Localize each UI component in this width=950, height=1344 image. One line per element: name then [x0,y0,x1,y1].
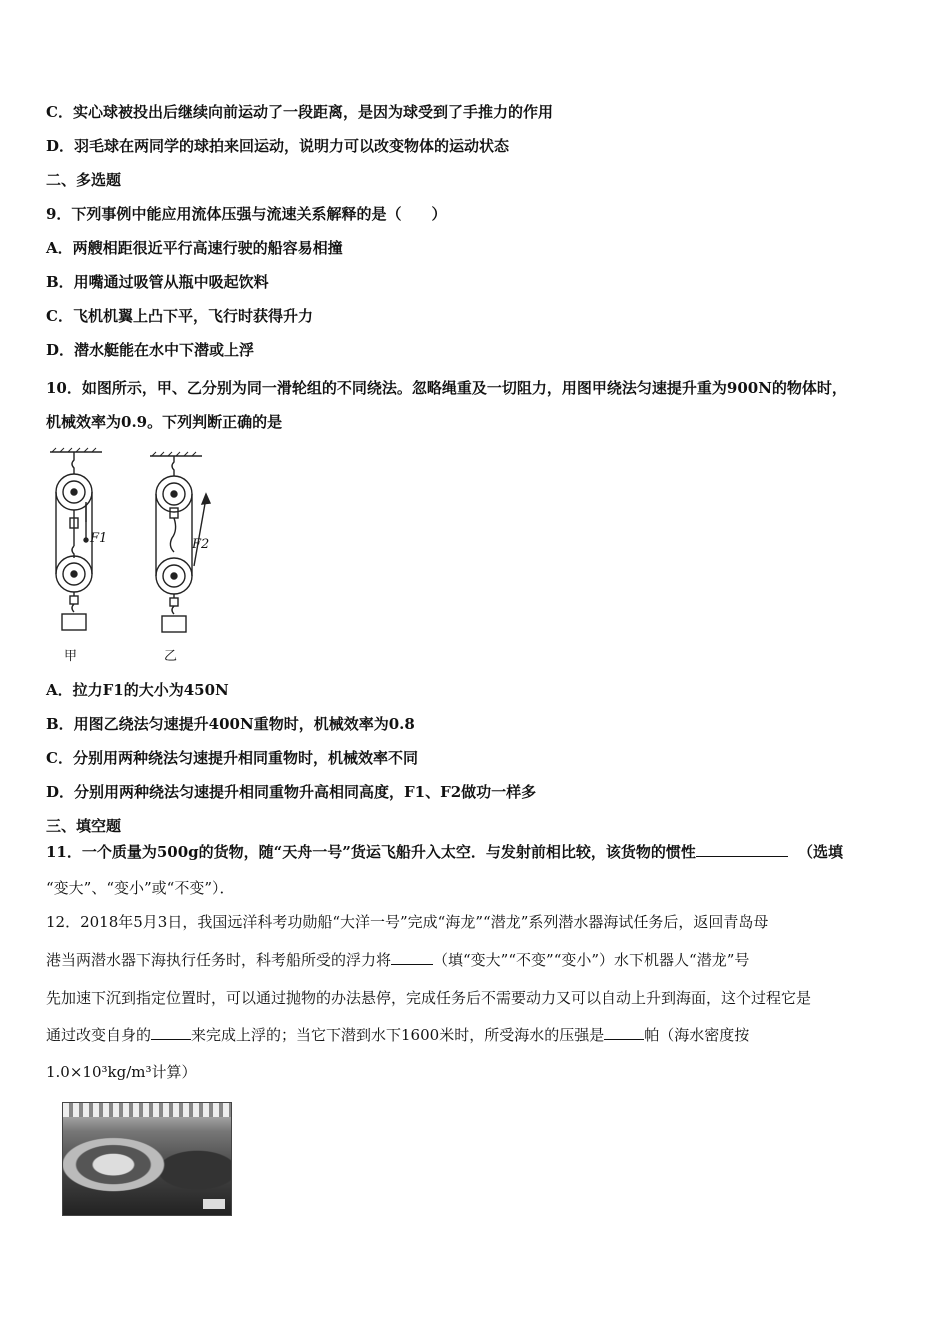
force-label-f1: F1 [90,531,108,546]
q12-line1: 12．2018年5月3日，我国远洋科考功勋船“大洋一号”完成“海龙”“潜龙”系列潜水器海试任务后，返回青岛母 [46,913,769,931]
load-a [62,614,86,630]
hook-b-top [172,456,174,476]
q12-line2 [46,950,749,970]
q12-line4 [46,1025,749,1045]
q8-option-c: C．实心球被投出后继续向前运动了一段距离，是因为球受到了手推力的作用 [46,103,553,121]
hook-a-top [72,452,74,474]
rope-free-end-b [194,498,206,566]
q12-line3: 先加速下沉到指定位置时，可以通过抛物的办法悬停，完成任务后不需要动力又可以自动上升到海面，这个过程它是 [46,989,812,1007]
q11-line2: “变大”、“变小”或“不变”）． [46,879,235,897]
q12-line4-text-b: 来完成上浮的；当它下潜到水下1600米时，所受海水的压强是 [191,1026,605,1044]
q10-stem-line2: 机械效率为0.9。下列判断正确的是 [46,413,283,431]
section-heading-fill-blank: 三、填空题 [46,817,122,835]
q10-option-b: B．用图乙绕法匀速提升400N重物时，机械效率为0.8 [46,715,415,733]
q12-line4-text-a: 通过改变自身的 [46,1026,152,1044]
q12-buoyancy-blank[interactable] [391,950,433,965]
submersible-photo [62,1102,232,1216]
load-b [162,616,186,632]
q9-option-c: C．飞机机翼上凸下平，飞行时获得升力 [46,307,313,325]
q12-line4-text-c: 帕（海水密度按 [644,1026,750,1044]
q12-pressure-blank[interactable] [604,1025,644,1040]
q11-answer-blank[interactable] [696,842,788,857]
q12-method-blank[interactable] [151,1025,191,1040]
figure-label-jia: 甲 [64,649,78,664]
q10-option-d: D．分别用两种绕法匀速提升相同重物升高相同高度，F1、F2做功一样多 [46,783,537,801]
force-label-f2: F2 [192,537,210,552]
q12-line2-text-b: （填“变大”“不变”“变小”）水下机器人“潜龙”号 [433,951,750,969]
q9-stem: 9．下列事例中能应用流体压强与流速关系解释的是（ ） [46,205,447,223]
q8-option-d: D．羽毛球在两同学的球拍来回运动，说明力可以改变物体的运动状态 [46,137,510,155]
q10-option-c: C．分别用两种绕法匀速提升相同重物时，机械效率不同 [46,749,418,767]
figure-label-yi: 乙 [164,649,178,664]
q10-stem-line1: 10．如图所示，甲、乙分别为同一滑轮组的不同绕法。忽略绳重及一切阻力，用图甲绕法匀速提升重为900N的物体时， [46,379,847,397]
q12-line5: 1.0×10³kg/m³计算） [46,1063,197,1081]
pulley-figure [40,446,240,668]
q11-text-a: 11．一个质量为500g的货物，随“天舟一号”货运飞船升入太空．与发射前相比较，该货物的惯性 [46,843,696,861]
q9-option-a: A．两艘相距很近平行高速行驶的船容易相撞 [46,239,343,257]
q9-option-b: B．用嘴通过吸管从瓶中吸起饮料 [46,273,269,291]
q11-text-b: （选填 [797,843,843,861]
q12-line2-text-a: 港当两潜水器下海执行任务时，科考船所受的浮力将 [46,951,392,969]
q10-option-a: A．拉力F1的大小为450N [46,681,229,699]
q11-line1 [46,842,843,862]
section-heading-multiple-choice: 二、多选题 [46,171,122,189]
q9-option-d: D．潜水艇能在水中下潜或上浮 [46,341,255,359]
